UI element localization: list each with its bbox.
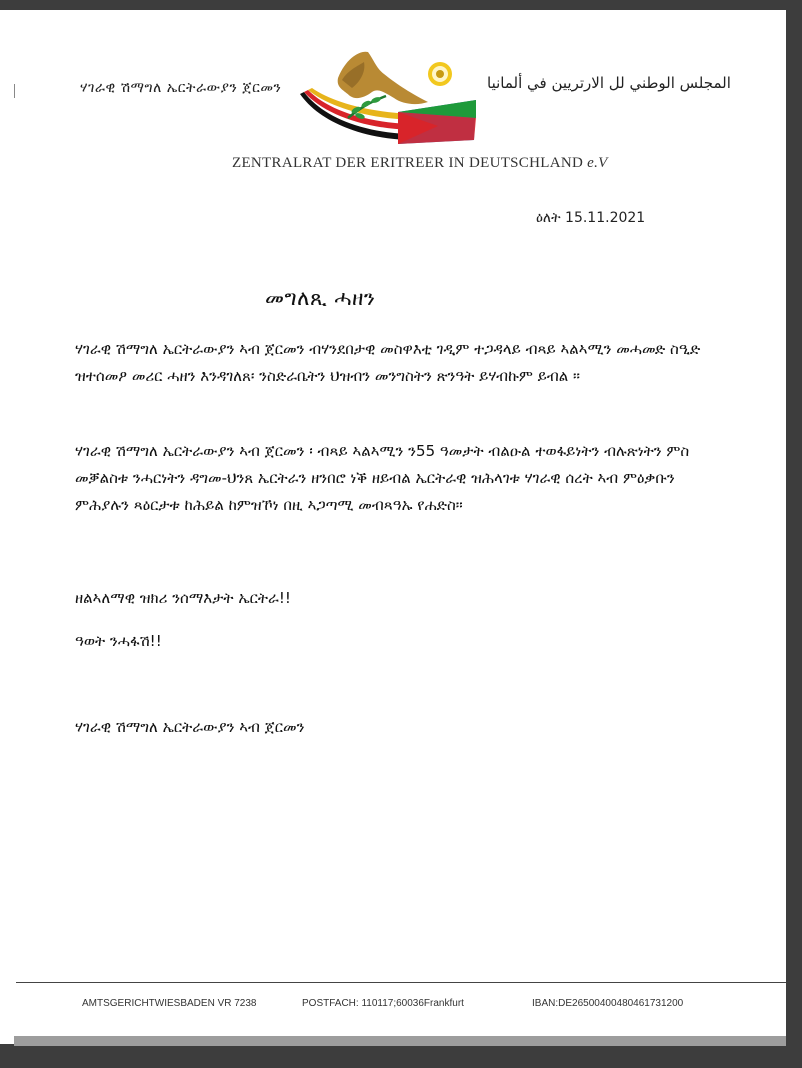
footer-divider bbox=[16, 982, 786, 983]
footer-registry: AMTSGERICHTWIESBADEN VR 7238 bbox=[82, 998, 257, 1009]
organization-suffix: e.V bbox=[587, 155, 608, 171]
footer-postfach: POSTFACH: 110117;60036Frankfurt bbox=[302, 998, 464, 1009]
eritrea-map-flag-logo-icon bbox=[298, 48, 478, 144]
header-arabic-name: المجلس الوطني لل الارتريين في ألمانيا bbox=[487, 74, 731, 92]
page-shadow bbox=[14, 1036, 786, 1046]
slogan-line: ዓወት ንሓፋሽ!! bbox=[75, 632, 162, 650]
viewer-scrollbar[interactable] bbox=[786, 0, 802, 1068]
organization-name-text: ZENTRALRAT DER ERITREER IN DEUTSCHLAND bbox=[232, 155, 584, 171]
document-page bbox=[0, 10, 786, 1044]
document-title: መግለጺ ሓዘን bbox=[265, 286, 376, 310]
header-amharic-name: ሃገራዊ ሽማግለ ኤርትራውያን ጀርመን bbox=[80, 80, 282, 96]
signature-line: ሃገራዊ ሽማግለ ኤርትራውያን ኣብ ጀርመን bbox=[75, 718, 305, 736]
page-margin-mark bbox=[14, 84, 15, 98]
viewer-top-bar bbox=[0, 0, 802, 10]
footer-iban: IBAN:DE26500400480461731200 bbox=[532, 998, 684, 1009]
organization-name bbox=[232, 155, 608, 172]
document-date: ዕለት 15.11.2021 bbox=[536, 210, 646, 226]
viewer-bottom-bar bbox=[0, 1044, 802, 1068]
paragraph: ሃገራዊ ሽማግለ ኤርትራውያን ኣብ ጀርመን ፡ ብጻይ ኣልኣሚን ን55 ዓመታት ብልዑል ተወፋይነትን ብሉጽነትን ምስ መቓልስቱ ንሓርነትን ዳግመ-ህንጸ ኤርትራን ዘንበሮ ነቕ ዘይብል ኤርትራዊ ዝሕላገቱ ሃገራዊ ሰረት ኣብ ምዕቃቡን ምሕያሉን ጻዕርታቱ ከሕይል ከምዝኾነ በዚ ኣጋጣሚ መብጻዓኡ የሐድስ። bbox=[75, 442, 690, 514]
slogan-line: ዘልኣለማዊ ዝክሪ ንሰማእታት ኤርትራ!! bbox=[75, 589, 291, 607]
paragraph: ሃገራዊ ሽማግለ ኤርትራውያን ኣብ ጀርመን ብሃንደበታዊ መስዋእቲ ገዲም ተጋዳላይ ብጻይ ኣልኣሚን መሓመድ ስዒድ ዝተሰመዖ መሪር ሓዘን እንዳገለጸ፡ ንስድራቤትን ህዝብን መንግስትን ጽንዓት ይሃብኩም ይብል ። bbox=[75, 340, 701, 385]
